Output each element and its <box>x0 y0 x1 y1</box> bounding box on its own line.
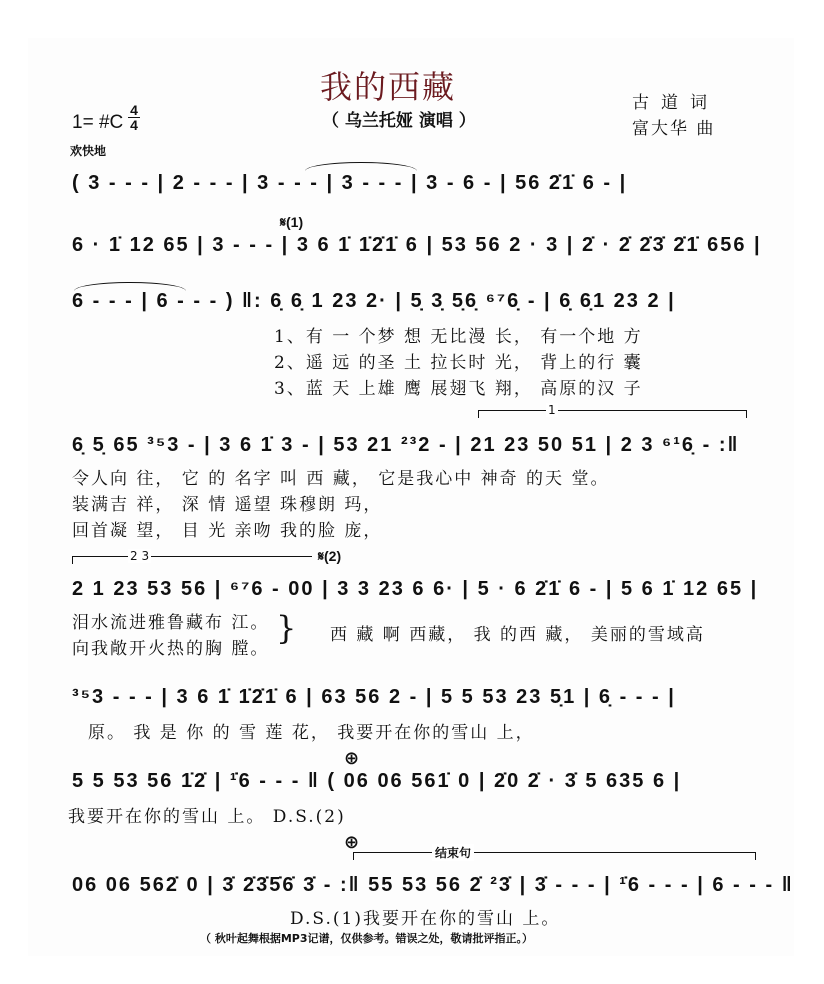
volta-bracket-1 <box>478 410 746 411</box>
time-signature <box>128 103 140 132</box>
score-row-1: ( 3 - - - | 2 - - - | 3 - - - | 3 - - - | 3 - 6 - | 56 2̇1̇ 6 - | <box>72 172 628 194</box>
tempo-marking: 欢快地 <box>70 144 107 158</box>
lyrics-verse-2: 2、遥 远 的圣 土 拉长时 光， 背上的行 囊 <box>274 353 643 373</box>
score-row-2: 6 · 1̇ 12 65 | 3 - - - | 3 6 1̇ 1̇2̇1̇ 6 | 53 56 2 · 3 | 2̇ · 2̇ 2̇3̇ 2̇1̇ 656 | <box>72 234 762 256</box>
lyrics-verse-1: 1、有 一 个梦 想 无比漫 长， 有一个地 方 <box>274 327 643 347</box>
volta-bracket-start <box>72 556 73 564</box>
lyrics-verse-2: 装满吉 祥， 深 情 遥望 珠穆朗 玛， <box>72 495 383 515</box>
singer-credit: （ 乌兰托娅 演唱 ） <box>322 111 476 131</box>
score-row-7: 5 5 53 56 1̇2̇ | ¹̇6 - - - ‖ ( 06 06 561̇ 0 | 2̇0 2̇ · 3̇ 5 635 6 | <box>72 770 682 792</box>
lyrics-row-6: 原。 我 是 你 的 雪 莲 花， 我要开在你的雪山 上， <box>88 723 535 743</box>
composer-credit: 富大华 曲 <box>632 119 716 139</box>
segno-1-sign: 𝄋(1) <box>280 214 304 230</box>
ending-bracket-start <box>353 852 354 860</box>
coda-sign: ⊕ <box>344 748 360 768</box>
ending-label: 结束句 <box>432 844 474 861</box>
key-signature: 1= #C <box>72 112 124 133</box>
ending-bracket <box>353 852 755 853</box>
time-signature-bottom: 4 <box>130 117 138 133</box>
volta-number-1: 1 <box>548 403 556 417</box>
verse-brace: } <box>276 609 297 647</box>
lyrics-row-7: 我要开在你的雪山 上。 D.S.(2) <box>68 807 346 827</box>
volta-number-23: 2 3 <box>130 549 150 563</box>
score-row-5: 2 1 23 53 56 | ⁶⁷6 - 00 | 3 3 23 6 6· | 5 · 6 2̇1̇ 6 - | 5 6 1̇ 12 65 | <box>72 578 759 600</box>
time-signature-top: 4 <box>130 102 138 118</box>
volta-bracket-end <box>746 410 747 418</box>
song-title: 我的西藏 <box>320 68 457 106</box>
volta-bracket-23 <box>72 556 312 557</box>
score-row-8: 06 06 562̇ 0 | 3̇ 2̇3̇5̇6̇ 3̇ - :‖ 55 53 56 2̇ ²3̇ | 3̇ - - - | ¹̇6 - - - | 6 - - - ‖ <box>72 874 794 896</box>
lyrics-refrain: 西 藏 啊 西藏， 我 的西 藏， 美丽的雪域高 <box>330 625 705 645</box>
lyrics-verse-1: 令人向 往， 它 的 名字 叫 西 藏， 它是我心中 神奇 的天 堂。 <box>72 469 610 489</box>
lyricist-credit: 古道词 <box>632 93 719 113</box>
lyrics-verse-3: 回首凝 望， 目 光 亲吻 我的脸 庞， <box>72 521 383 541</box>
score-row-6: ³⁵3 - - - | 3 6 1̇ 1̇2̇1̇ 6 | 63 56 2 - | 5 5 53 23 5̣1 | 6̣ - - - | <box>72 686 676 708</box>
coda-sign: ⊕ <box>344 832 360 852</box>
score-row-3: 6 - - - | 6 - - - ) ‖: 6̣ 6̣ 1 23 2· | 5̣ 3̣ 5̣6̣ ⁶⁷6̣ - | 6̣ 6̣1 23 2 | <box>72 290 676 312</box>
transcription-note: （ 秋叶起舞根据MP3记谱，仅供参考。错误之处，敬请批评指正。） <box>200 932 533 945</box>
score-row-4: 6̣ 5̣ 65 ³⁵3 - | 3 6 1̇ 3 - | 53 21 ²³2 - | 21 23 50 51 | 2 3 ⁶¹6̣ - :‖ <box>72 434 740 456</box>
lyrics-row-8: D.S.(1)我要开在你的雪山 上。 <box>290 909 561 929</box>
lyrics-verse-1: 泪水流进雅鲁藏布 江。 <box>72 613 270 633</box>
volta-bracket-start <box>478 410 479 418</box>
lyrics-verse-2: 向我敞开火热的胸 膛。 <box>72 639 270 659</box>
ending-bracket-end <box>755 852 756 860</box>
lyrics-verse-3: 3、蓝 天 上雄 鹰 展翅飞 翔， 高原的汉 子 <box>274 379 643 399</box>
segno-2-sign: 𝄋(2) <box>318 548 342 564</box>
